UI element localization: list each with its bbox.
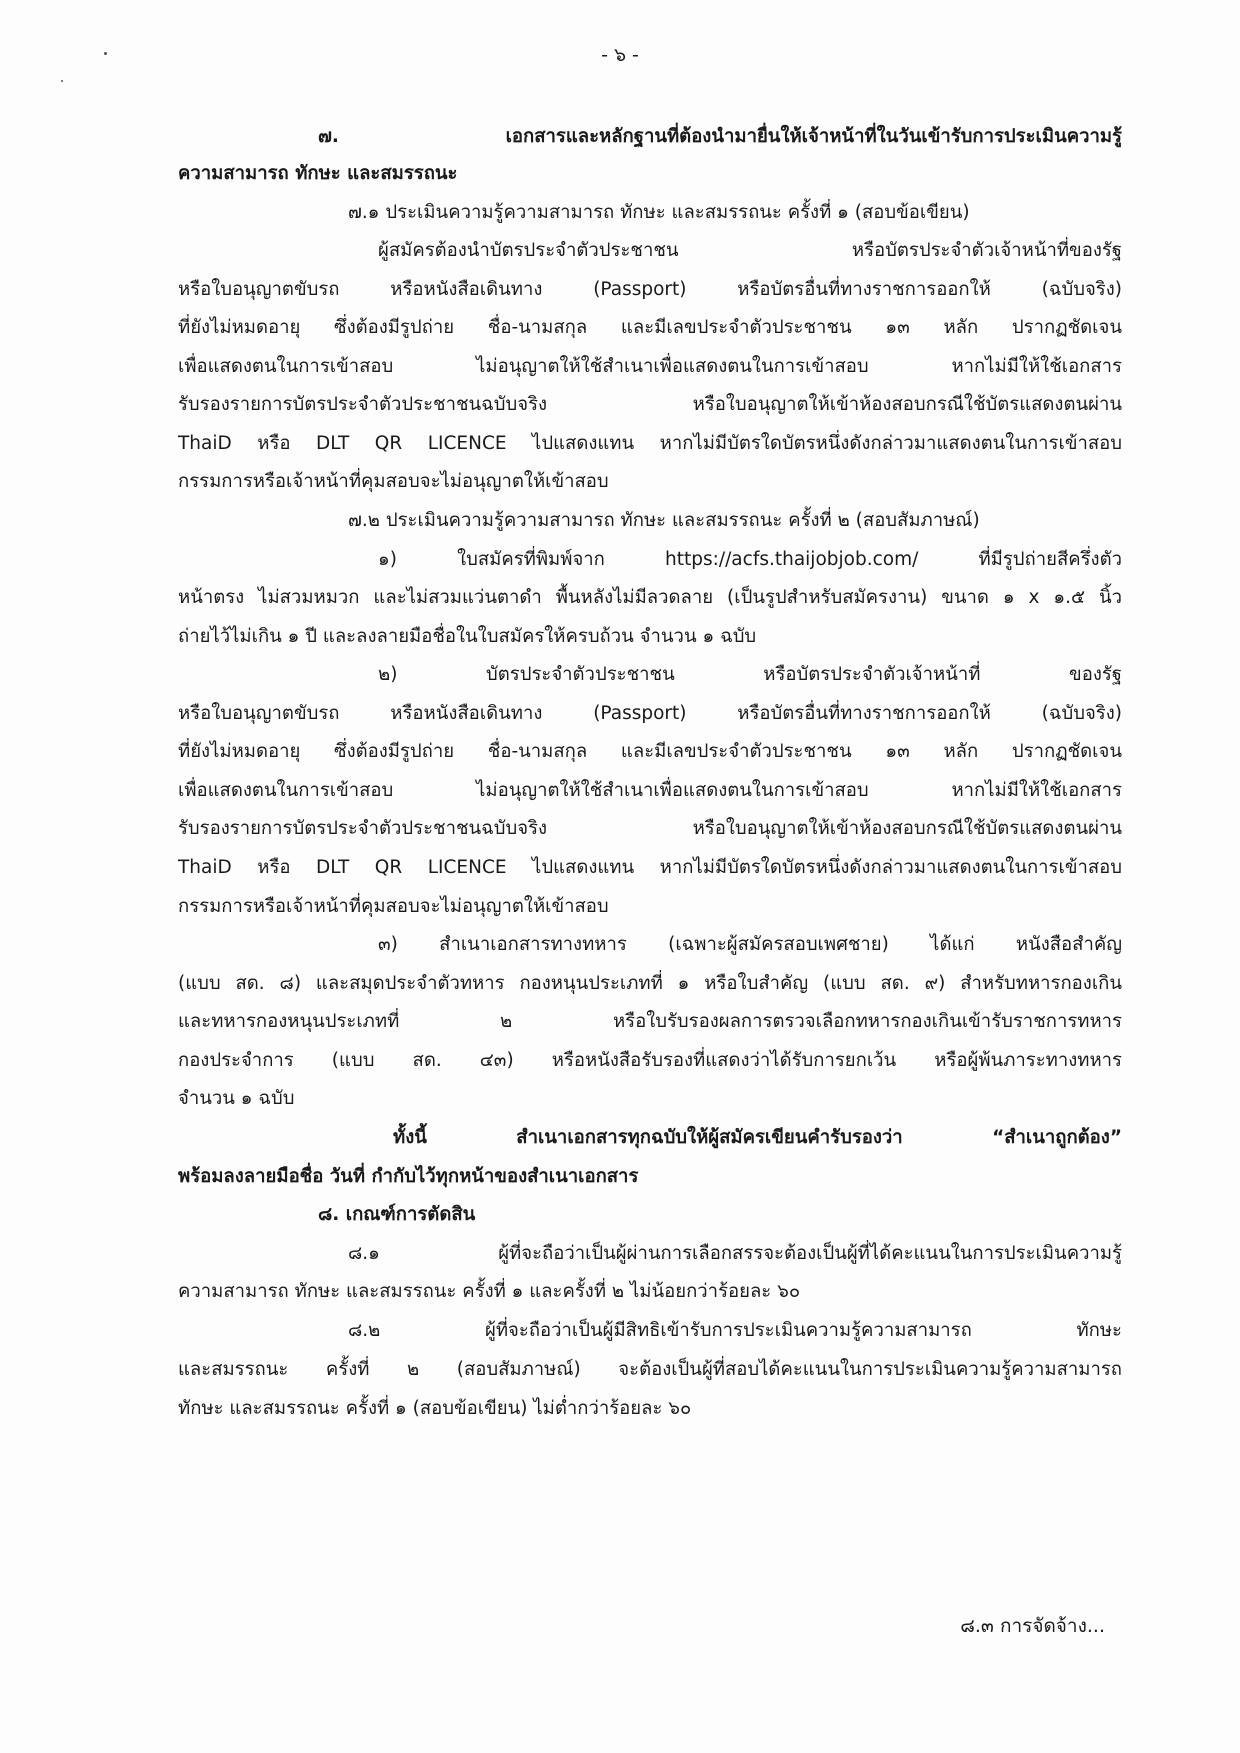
text-line: ๓) สำเนาเอกสารทางทหาร (เฉพาะผู้สมัครสอบเพศชาย) ได้แก่ หนังสือสำคัญ bbox=[378, 934, 1122, 955]
text-line: (แบบ สด. ๘) และสมุดประจำตัวทหาร กองหนุนประเภทที่ ๑ หรือใบสำคัญ (แบบ สด. ๙) สำหรับทหารกองเกิน bbox=[178, 973, 1122, 994]
page-number: - ๖ - bbox=[601, 44, 639, 66]
text-line: ถ่ายไว้ไม่เกิน ๑ ปี และลงลายมือชื่อในใบสมัครให้ครบถ้วน จำนวน ๑ ฉบับ bbox=[178, 626, 757, 647]
scan-speck bbox=[61, 80, 63, 82]
text-line: ความสามารถ ทักษะ และสมรรถนะ bbox=[178, 163, 458, 184]
text-line: ทักษะ และสมรรถนะ ครั้งที่ ๑ (สอบข้อเขียน) ไม่ต่ำกว่าร้อยละ ๖๐ bbox=[178, 1398, 692, 1419]
text-line: ทั้งนี้ สำเนาเอกสารทุกฉบับให้ผู้สมัครเขียนคำรับรองว่า “สำเนาถูกต้อง” bbox=[393, 1127, 1122, 1148]
text-line: ThaiD หรือ DLT QR LICENCE ไปแสดงแทน หากไม่มีบัตรใดบัตรหนึ่งดังกล่าวมาแสดงตนในการเข้าสอบ bbox=[178, 857, 1122, 878]
text-line: กรรมการหรือเจ้าหน้าที่คุมสอบจะไม่อนุญาตให้เข้าสอบ bbox=[178, 896, 609, 917]
text-line: และทหารกองหนุนประเภทที่ ๒ หรือใบรับรองผลการตรวจเลือกทหารกองเกินเข้ารับราชการทหาร bbox=[178, 1011, 1122, 1032]
text-line: ๗.๒ ประเมินความรู้ความสามารถ ทักษะ และสมรรถนะ ครั้งที่ ๒ (สอบสัมภาษณ์) bbox=[348, 510, 980, 531]
text-line: หน้าตรง ไม่สวมหมวก และไม่สวมแว่นตาดำ พื้นหลังไม่มีลวดลาย (เป็นรูปสำหรับสมัครงาน) ขนาด ๑ x ๑.๕ นิ้ว bbox=[178, 587, 1122, 608]
text-line: รับรองรายการบัตรประจำตัวประชาชนฉบับจริง หรือใบอนุญาตให้เข้าห้องสอบกรณีใช้บัตรแสดงตนผ่าน bbox=[178, 394, 1122, 415]
text-line: ความสามารถ ทักษะ และสมรรถนะ ครั้งที่ ๑ และครั้งที่ ๒ ไม่น้อยกว่าร้อยละ ๖๐ bbox=[178, 1281, 801, 1302]
text-line: ๘. เกณฑ์การตัดสิน bbox=[318, 1204, 476, 1225]
text-line: ๗.๑ ประเมินความรู้ความสามารถ ทักษะ และสมรรถนะ ครั้งที่ ๑ (สอบข้อเขียน) bbox=[348, 202, 970, 223]
text-line: เพื่อแสดงตนในการเข้าสอบ ไม่อนุญาตให้ใช้สำเนาเพื่อแสดงตนในการเข้าสอบ หากไม่มีให้ใช้เอกสาร bbox=[178, 780, 1122, 801]
text-line: ๗. เอกสารและหลักฐานที่ต้องนำมายื่นให้เจ้าหน้าที่ในวันเข้ารับการประเมินความรู้ bbox=[318, 126, 1122, 147]
text-line: เพื่อแสดงตนในการเข้าสอบ ไม่อนุญาตให้ใช้สำเนาเพื่อแสดงตนในการเข้าสอบ หากไม่มีให้ใช้เอกสาร bbox=[178, 356, 1122, 377]
text-line: ๒) บัตรประจำตัวประชาชน หรือบัตรประจำตัวเจ้าหน้าที่ ของรัฐ bbox=[378, 664, 1122, 685]
text-line: ThaiD หรือ DLT QR LICENCE ไปแสดงแทน หากไม่มีบัตรใดบัตรหนึ่งดังกล่าวมาแสดงตนในการเข้าสอบ bbox=[178, 433, 1122, 454]
text-line: ผู้สมัครต้องนำบัตรประจำตัวประชาชน หรือบัตรประจำตัวเจ้าหน้าที่ของรัฐ bbox=[378, 240, 1122, 261]
text-line: ๑) ใบสมัครที่พิมพ์จาก https://acfs.thaijobjob.com/ ที่มีรูปถ่ายสีครึ่งตัว bbox=[378, 549, 1122, 570]
text-line: พร้อมลงลายมือชื่อ วันที่ กำกับไว้ทุกหน้าของสำเนาเอกสาร bbox=[178, 1166, 639, 1187]
text-line: กองประจำการ (แบบ สด. ๔๓) หรือหนังสือรับรองที่แสดงว่าได้รับการยกเว้น หรือผู้พ้นภาระทางทหาร bbox=[178, 1050, 1122, 1071]
text-line: จำนวน ๑ ฉบับ bbox=[178, 1088, 295, 1109]
text-line: ที่ยังไม่หมดอายุ ซึ่งต้องมีรูปถ่าย ชื่อ-นามสกุล และมีเลขประจำตัวประชาชน ๑๓ หลัก ปรากฏชัดเจน bbox=[178, 317, 1122, 338]
text-line: ๘.๑ ผู้ที่จะถือว่าเป็นผู้ผ่านการเลือกสรรจะต้องเป็นผู้ที่ได้คะแนนในการประเมินความรู้ bbox=[348, 1243, 1122, 1264]
text-line: และสมรรถนะ ครั้งที่ ๒ (สอบสัมภาษณ์) จะต้องเป็นผู้ที่สอบได้คะแนนในการประเมินความรู้ความสามารถ bbox=[178, 1359, 1122, 1380]
text-line: รับรองรายการบัตรประจำตัวประชาชนฉบับจริง หรือใบอนุญาตให้เข้าห้องสอบกรณีใช้บัตรแสดงตนผ่าน bbox=[178, 818, 1122, 839]
text-line: หรือใบอนุญาตขับรถ หรือหนังสือเดินทาง (Passport) หรือบัตรอื่นที่ทางราชการออกให้ (ฉบับจริง) bbox=[178, 279, 1122, 300]
text-line: หรือใบอนุญาตขับรถ หรือหนังสือเดินทาง (Passport) หรือบัตรอื่นที่ทางราชการออกให้ (ฉบับจริง) bbox=[178, 703, 1122, 724]
text-line: ๘.๒ ผู้ที่จะถือว่าเป็นผู้มีสิทธิเข้ารับการประเมินความรู้ความสามารถ ทักษะ bbox=[348, 1320, 1122, 1341]
continuation-note: ๘.๓ การจัดจ้าง... bbox=[960, 1615, 1105, 1637]
text-line: กรรมการหรือเจ้าหน้าที่คุมสอบจะไม่อนุญาตให้เข้าสอบ bbox=[178, 471, 609, 492]
text-line: ที่ยังไม่หมดอายุ ซึ่งต้องมีรูปถ่าย ชื่อ-นามสกุล และมีเลขประจำตัวประชาชน ๑๓ หลัก ปรากฏชัดเจน bbox=[178, 741, 1122, 762]
